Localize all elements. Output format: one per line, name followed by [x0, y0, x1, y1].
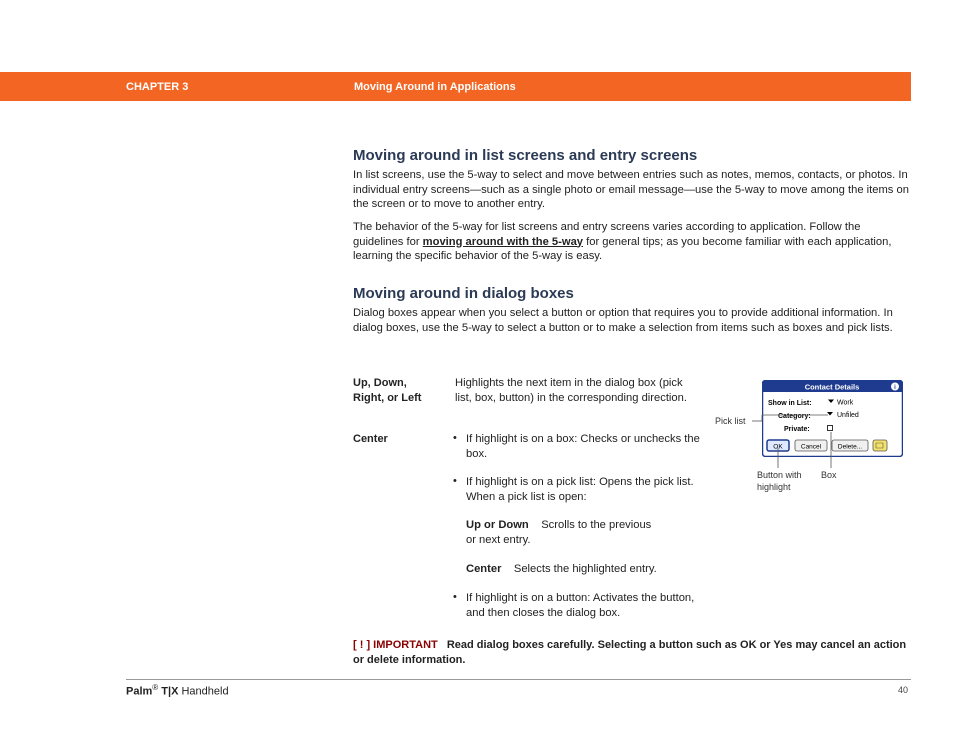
- show-in-list-value: Work: [837, 399, 854, 407]
- important-text: Read dialog boxes carefully. Selecting a button such as OK or Yes may cancel an action or delete information.: [353, 639, 907, 666]
- important-note: [353, 638, 913, 667]
- footer-rule: [126, 679, 911, 680]
- section-heading-dialog-boxes: Moving around in dialog boxes: [353, 285, 574, 302]
- paragraph-text-after-link: for general tips; as you become familiar with each application, learning the specific behavior of the 5-way is easy.: [353, 235, 892, 262]
- footer-product-name: [126, 683, 229, 698]
- bullet-marker: •: [453, 591, 457, 603]
- link-moving-around-5way[interactable]: moving around with the 5-way: [422, 235, 584, 248]
- sub-desc-up-down-line2: or next entry.: [466, 533, 531, 546]
- section-heading-list-screens: Moving around in list screens and entry screens: [353, 147, 698, 164]
- callout-button-line2: highlight: [757, 482, 791, 492]
- sub-item-up-down: [466, 518, 701, 547]
- bullet-marker: •: [453, 475, 457, 487]
- callout-button-line1: Button with: [757, 470, 802, 480]
- term-directions: [353, 376, 421, 405]
- term-directions-line2: Right, or Left: [353, 391, 422, 404]
- category-label: Category:: [778, 413, 811, 420]
- footer-brand: Palm: [126, 685, 153, 698]
- paragraph-list-screens: In list screens, use the 5-way to select and move between entries such as notes, memos, contacts, or photos. In individual entry screens—such as a single photo or email message—use the 5-way to move among the items on the screen or to move to another entry.: [353, 169, 909, 210]
- callout-lines: [700, 400, 910, 480]
- term-center: Center: [353, 433, 388, 445]
- bullet-marker: •: [453, 432, 457, 444]
- cancel-button-label: Cancel: [800, 443, 822, 451]
- chapter-label: CHAPTER 3: [126, 81, 189, 93]
- delete-button-label: Delete...: [837, 443, 863, 451]
- callout-button-with-highlight: [757, 469, 802, 493]
- term-directions-line1: Up, Down,: [353, 377, 407, 389]
- dialog-title: Contact Details: [804, 382, 860, 392]
- callout-pick-list: Pick list: [715, 416, 746, 426]
- important-label: IMPORTANT: [373, 639, 438, 651]
- important-icon: [ ! ]: [353, 639, 371, 651]
- sub-term-center: Center: [466, 563, 502, 575]
- desc-directions: Highlights the next item in the dialog box (pick list, box, button) in the corresponding direction.: [455, 377, 687, 404]
- bullet-box: If highlight is on a box: Checks or unchecks the box.: [466, 433, 700, 460]
- category-value: Unfiled: [837, 412, 859, 419]
- sub-item-center: [466, 562, 701, 577]
- sub-term-up-down: Up or Down: [466, 519, 529, 531]
- svg-text:i: i: [894, 385, 896, 391]
- footer-model: T|X: [161, 685, 179, 698]
- chapter-title: Moving Around in Applications: [354, 81, 516, 93]
- show-in-list-label: Show in List:: [768, 400, 812, 407]
- bullet-button: If highlight is on a button: Activates the button, and then closes the dialog box.: [466, 592, 695, 619]
- paragraph-dialog-boxes: Dialog boxes appear when you select a button or option that requires you to provide additional information. In dialog boxes, use the 5-way to select a button or to make a selection from items such as boxes and pick lists.: [353, 307, 893, 334]
- bullet-pick-list: If highlight is on a pick list: Opens the pick list. When a pick list is open:: [466, 476, 694, 503]
- page-number: 40: [898, 685, 909, 695]
- private-label: Private:: [784, 426, 810, 433]
- callout-box: Box: [821, 470, 837, 480]
- ok-button-label: OK: [773, 443, 783, 451]
- sub-desc-up-down-line1: Scrolls to the previous: [541, 519, 652, 531]
- paragraph-5way-behavior: [353, 220, 913, 264]
- paragraph-text-before-link: The behavior of the 5-way for list screens and entry screens varies according to application. Follow the guidelines for: [353, 221, 861, 248]
- footer-product-rest: Handheld: [181, 685, 229, 698]
- footer-reg-mark: ®: [152, 683, 159, 692]
- sub-desc-center: Selects the highlighted entry.: [513, 563, 657, 575]
